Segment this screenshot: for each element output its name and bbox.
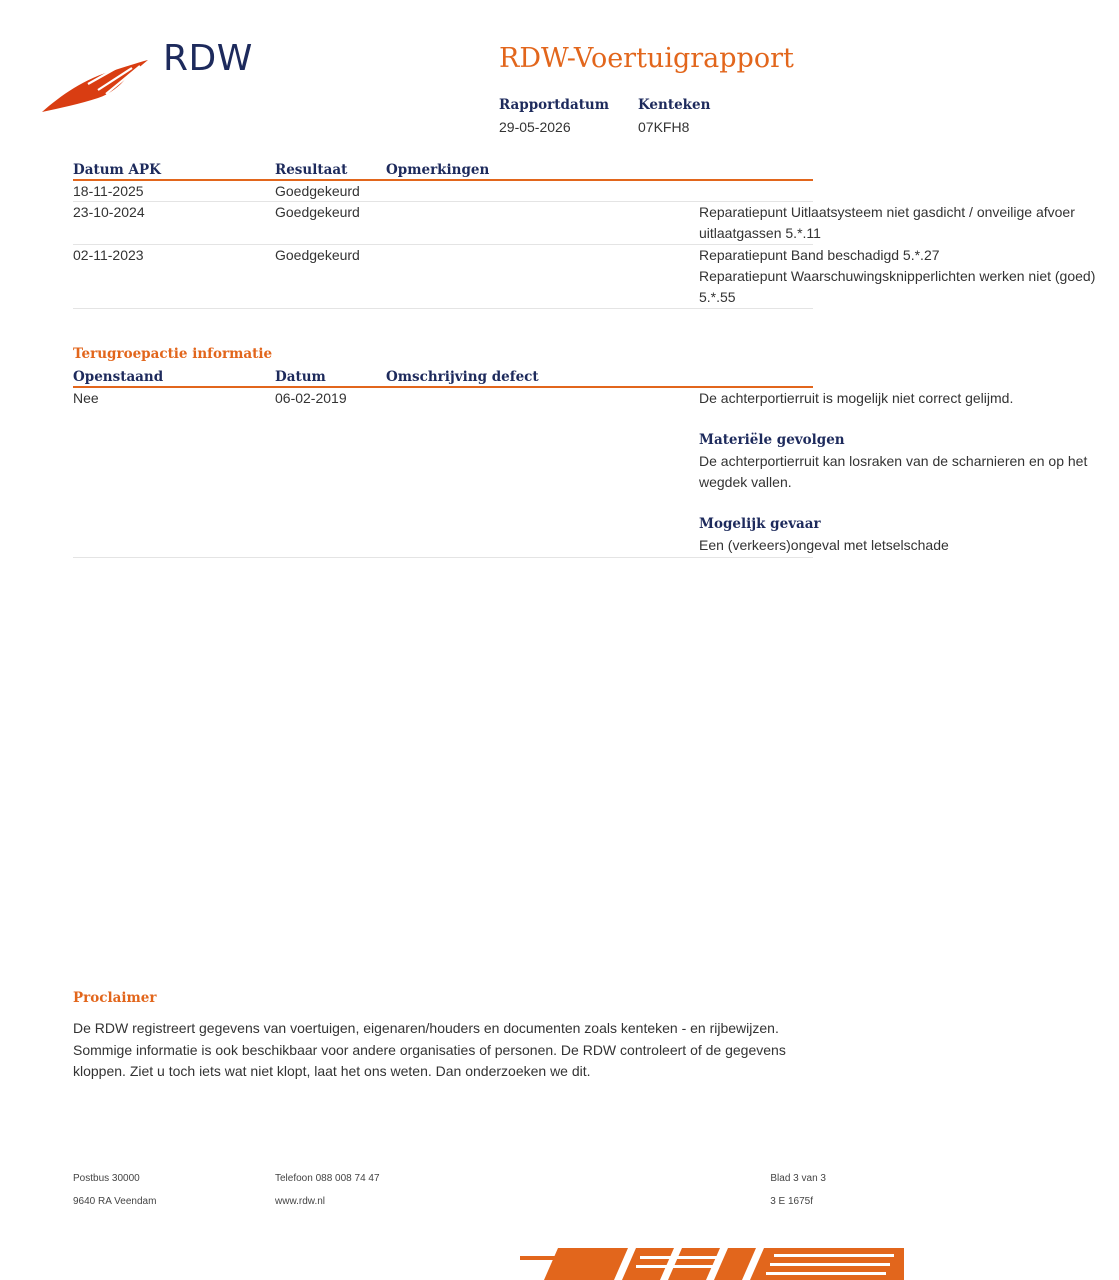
consequences-text: De achterportierruit kan losraken van de scharnieren en op het wegdek vallen. [699, 453, 1088, 490]
footer-phone: Telefoon 088 008 74 47 [275, 1173, 380, 1184]
proclaimer-text: De RDW registreert gegevens van voertuigen, eigenaren/houders en documenten zoals kenteken - en rijbewijzen. Sommige informatie is ook beschikbaar voor andere organisaties of personen. De RDW controleert of de gegevens kloppen. Ziet u toch iets wat niet klopt, laat het ons weten. Dan onderzoeken we dit. [73, 1020, 786, 1079]
apk-remark: Reparatiepunt Waarschuwingsknipperlichten werken niet (goed) 5.*.55 [699, 268, 1096, 305]
table-row [73, 245, 1096, 309]
table-row [73, 202, 1075, 245]
report-date-label: Rapportdatum [499, 97, 610, 113]
col-openstaand: Openstaand [73, 369, 164, 385]
plate-value: 07KFH8 [638, 119, 690, 135]
apk-date: 23-10-2024 [73, 204, 145, 220]
recall-defect: De achterportierruit is mogelijk niet correct gelijmd. [699, 390, 1014, 406]
col-opmerkingen: Opmerkingen [386, 162, 490, 178]
apk-remark: Reparatiepunt Uitlaatsysteem niet gasdicht / onveilige afvoer uitlaatgassen 5.*.11 [699, 204, 1075, 241]
footer-website: www.rdw.nl [275, 1196, 326, 1207]
consequences-label: Materiële gevolgen [699, 432, 845, 448]
col-resultaat: Resultaat [275, 162, 348, 178]
recall-table [73, 367, 1088, 558]
apk-result: Goedgekeurd [275, 204, 360, 220]
footer-page-number: Blad 3 van 3 [770, 1173, 826, 1184]
recall-section-title: Terugroepactie informatie [73, 346, 273, 362]
danger-label: Mogelijk gevaar [699, 516, 821, 532]
table-row [73, 181, 813, 202]
apk-remark: Reparatiepunt Band beschadigd 5.*.27 [699, 247, 940, 263]
plate-block [638, 97, 710, 135]
col-omschrijving: Omschrijving defect [386, 369, 539, 385]
apk-table-header [73, 160, 813, 181]
apk-date: 02-11-2023 [73, 247, 144, 263]
footer-city: 9640 RA Veendam [73, 1196, 157, 1207]
proclaimer-title: Proclaimer [73, 990, 157, 1006]
report-title: RDW-Voertuigrapport [499, 43, 794, 74]
apk-result: Goedgekeurd [275, 183, 360, 199]
apk-date: 18-11-2025 [73, 183, 144, 199]
decorative-stripes-icon [520, 1244, 904, 1280]
footer-code: 3 E 1675f [770, 1196, 813, 1207]
logo-wordmark: RDW [163, 38, 253, 79]
recall-table-header [73, 367, 813, 388]
plate-label: Kenteken [638, 97, 711, 113]
recall-open: Nee [73, 390, 99, 406]
col-datum-apk: Datum APK [73, 162, 161, 178]
table-row [73, 388, 1088, 558]
report-date-block [499, 97, 609, 135]
report-date-value: 29-05-2026 [499, 119, 571, 135]
col-datum: Datum [275, 369, 326, 385]
recall-date: 06-02-2019 [275, 390, 347, 406]
apk-result: Goedgekeurd [275, 247, 360, 263]
footer-postbus: Postbus 30000 [73, 1173, 140, 1184]
apk-table [73, 160, 1096, 309]
rdw-logo-icon [40, 56, 150, 116]
danger-text: Een (verkeers)ongeval met letselschade [699, 537, 949, 553]
